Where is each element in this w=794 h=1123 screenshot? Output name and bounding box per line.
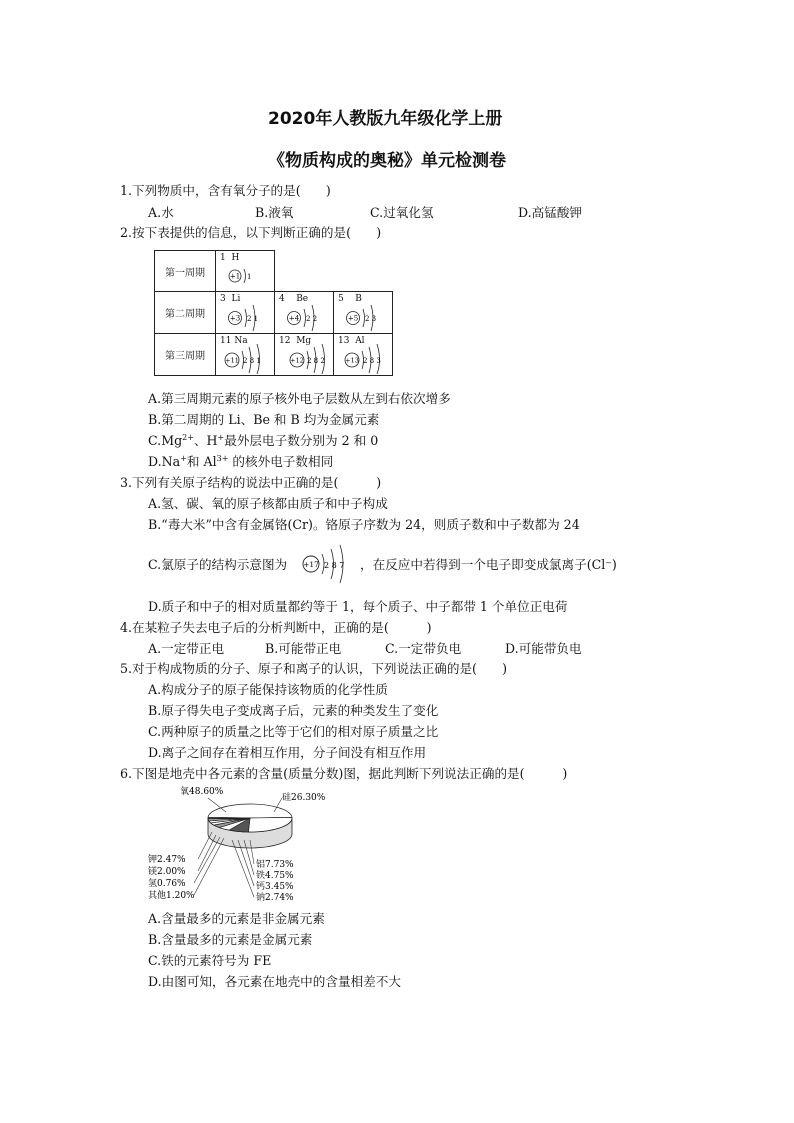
- pie-leader-8: [194, 837, 220, 883]
- q3-stem: 3.下列有关原子结构的说法中正确的是( ): [120, 475, 382, 490]
- atom-diagram-h: [216, 251, 274, 291]
- q3-option-b: B.“毒大米”中含有金属铬(Cr)。铬原子序数为 24，则质子数和中子数都为 24: [148, 517, 580, 532]
- row-label-period3: 第三周期: [155, 334, 216, 376]
- q2-option-a: A.第三周期元素的原子核外电子层数从左到右依次增多: [148, 391, 451, 406]
- q4-option-b: B.可能带正电: [265, 641, 342, 656]
- shells-h: 1: [247, 273, 252, 281]
- shells-na: 2 8 1: [243, 357, 261, 365]
- shells-cl: 2 8 7: [324, 561, 345, 570]
- nucleus-be: +4: [288, 314, 300, 323]
- nucleus-b: +5: [347, 314, 359, 323]
- pie-leader-5: [232, 840, 254, 897]
- pie-slice-0: [208, 804, 292, 818]
- q2-option-d: D.Na+和 $Al^{3+}$ 的核外电子数相同: [148, 453, 334, 469]
- element-cell-b: [334, 292, 393, 334]
- q3-option-c: C.氯原子的结构示意图为: [148, 557, 288, 572]
- chlorine-atom-diagram: [300, 542, 362, 586]
- shells-b: 2 3: [365, 315, 377, 323]
- atom-diagram-be: [275, 292, 333, 332]
- pie-label-6: 钾2.47%: [148, 855, 186, 865]
- q5-option-d: D.离子之间存在着相互作用，分子间没有相互作用: [148, 745, 427, 760]
- q1-stem: 1.下列物质中，含有氧分子的是( ): [120, 183, 331, 198]
- doc-subtitle: 《物质构成的奥秘》单元检测卷: [268, 151, 506, 171]
- element-li-label: 3 Li: [220, 294, 241, 304]
- atom-diagram-na: [216, 334, 274, 374]
- row-label-period2: 第二周期: [155, 292, 216, 334]
- q1-option-b: B.液氧: [255, 205, 294, 220]
- q4-option-d: D.可能带负电: [505, 641, 582, 656]
- pie-label-3: 铁4.75%: [256, 871, 294, 881]
- element-cell-h: [216, 251, 275, 292]
- pie-label-7: 镁2.00%: [148, 867, 186, 877]
- element-cell-mg: [275, 334, 334, 376]
- pie-label-8: 氢0.76%: [148, 879, 186, 889]
- atom-diagram-al: [334, 334, 392, 374]
- pie-leader-7: [198, 835, 216, 871]
- q4-stem: 4.在某粒子失去电子后的分析判断中，正确的是( ): [120, 620, 432, 635]
- q1-option-d: D.高锰酸钾: [518, 205, 583, 220]
- q3-option-d: D.质子和中子的相对质量都约等于 1，每个质子、中子都带 1 个单位正电荷: [148, 599, 568, 614]
- pie-label-0: 氧48.60%: [180, 787, 224, 797]
- element-h-label: 1 H: [220, 253, 240, 263]
- pie-label-1: 硅26.30%: [282, 793, 326, 803]
- shells-be: 2 2: [306, 315, 318, 323]
- atom-diagram-mg: [275, 334, 333, 374]
- pie-label-9: 其他1.20%: [148, 891, 195, 901]
- q2-option-c: $C.Mg^{2+}$、H+最外层电子数分别为 2 和 0: [148, 432, 379, 448]
- pie-label-2: 铝7.73%: [256, 860, 294, 870]
- element-al-label: 13 Al: [338, 336, 365, 346]
- q6-option-c: C.铁的元素符号为 FE: [148, 953, 272, 968]
- q1-option-a: A.水: [148, 205, 174, 220]
- crust-element-pie-chart: [146, 780, 346, 905]
- q2-stem: 2.按下表提供的信息，以下判断正确的是( ): [120, 225, 382, 240]
- q4-option-a: A.一定带正电: [148, 641, 225, 656]
- q3-option-c-cont: ，在反应中若得到一个电子即变成氯离子(Cl⁻): [360, 557, 617, 572]
- atom-diagram-b: [334, 292, 392, 332]
- shells-li: 2 1: [247, 315, 259, 323]
- pie-label-4: 钙3.45%: [256, 882, 294, 892]
- q6-option-b: B.含量最多的元素是金属元素: [148, 932, 313, 947]
- q2-option-b: B.第二周期的 Li、Be 和 B 均为金属元素: [148, 412, 380, 427]
- shells-mg: 2 8 2: [307, 357, 325, 365]
- q6-option-a: A.含量最多的元素是非金属元素: [148, 911, 325, 926]
- pie-leader-9: [194, 838, 224, 895]
- doc-title: 2020年人教版九年级化学上册: [268, 109, 503, 129]
- nucleus-h: +1: [229, 272, 241, 281]
- q6-stem: 6.下图是地壳中各元素的含量(质量分数)图，据此判断下列说法正确的是( ): [120, 766, 568, 781]
- element-b-label: 5 B: [338, 294, 362, 304]
- element-cell-be: [275, 292, 334, 334]
- q5-option-a: A.构成分子的原子能保持该物质的化学性质: [148, 682, 388, 697]
- nucleus-na: +11: [225, 356, 239, 365]
- atom-diagram-li: [216, 292, 274, 332]
- nucleus-al: +13: [345, 356, 359, 365]
- element-mg-label: 12 Mg: [279, 336, 312, 346]
- q5-option-c: C.两种原子的质量之比等于它们的相对原子质量之比: [148, 724, 439, 739]
- nucleus-li: +3: [229, 314, 241, 323]
- element-cell-al: [334, 334, 393, 376]
- element-be-label: 4 Be: [279, 294, 309, 304]
- pie-label-5: 钠2.74%: [256, 893, 294, 903]
- nucleus-cl: +17: [303, 560, 319, 569]
- element-cell-na: [216, 334, 275, 376]
- q6-option-d: D.由图可知，各元素在地壳中的含量相差不大: [148, 974, 401, 989]
- row-label-period1: 第一周期: [155, 251, 216, 292]
- q5-option-b: B.原子得失电子变成离子后，元素的种类发生了变化: [148, 703, 439, 718]
- q3-option-a: A.氢、碳、氧的原子核都由质子和中子构成: [148, 496, 388, 511]
- element-cell-li: [216, 292, 275, 334]
- q5-stem: 5.对于构成物质的分子、原子和离子的认识，下列说法正确的是( ): [120, 661, 508, 676]
- nucleus-mg: +12: [290, 356, 304, 365]
- q1-option-c: C.过氧化氢: [370, 205, 434, 220]
- element-na-label: 11 Na: [220, 336, 248, 346]
- periodic-table: [154, 250, 393, 376]
- shells-al: 2 8 3: [363, 357, 381, 365]
- q4-option-c: C.一定带负电: [385, 641, 462, 656]
